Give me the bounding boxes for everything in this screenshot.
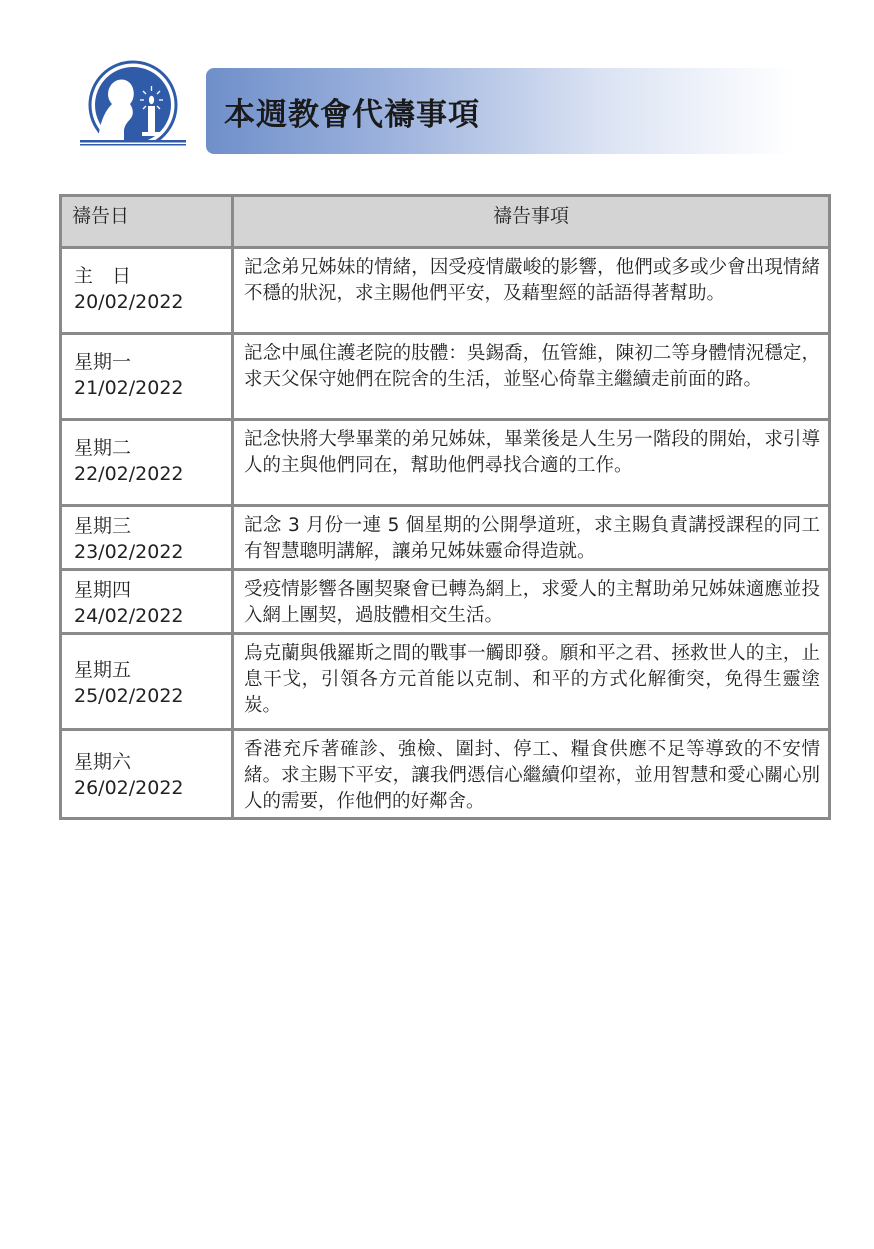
date-label: 23/02/2022 <box>74 541 184 563</box>
day-label: 星期五 <box>74 659 132 681</box>
table-row <box>62 571 831 635</box>
table-row <box>62 249 831 335</box>
table-header-row <box>62 197 831 249</box>
day-label: 星期一 <box>74 351 132 373</box>
church-logo-icon <box>78 60 188 146</box>
day-cell <box>62 731 234 820</box>
day-cell <box>62 635 234 731</box>
prayer-item: 記念中風住護老院的肢體：吳錫喬，伍管維，陳初二等身體情況穩定，求天父保守她們在院舍的生活，並堅心倚靠主繼續走前面的路。 <box>234 335 831 421</box>
date-label: 26/02/2022 <box>74 777 184 799</box>
table-row <box>62 335 831 421</box>
date-label: 22/02/2022 <box>74 463 184 485</box>
prayer-item: 受疫情影響各團契聚會已轉為網上，求愛人的主幫助弟兄姊妹適應並投入網上團契，過肢體相交生活。 <box>234 571 831 635</box>
prayer-item: 記念 3 月份一連 5 個星期的公開學道班，求主賜負責講授課程的同工有智慧聰明講解，讓弟兄姊妹靈命得造就。 <box>234 507 831 571</box>
prayer-item: 烏克蘭與俄羅斯之間的戰事一觸即發。願和平之君、拯救世人的主，止息干戈，引領各方元首能以克制、和平的方式化解衝突，免得生靈塗炭。 <box>234 635 831 731</box>
table-row <box>62 421 831 507</box>
day-cell <box>62 421 234 507</box>
day-label: 星期三 <box>74 515 132 537</box>
day-cell <box>62 335 234 421</box>
page-title: 本週教會代禱事項 <box>224 96 480 133</box>
day-cell <box>62 507 234 571</box>
date-label: 24/02/2022 <box>74 605 184 627</box>
column-header-day: 禱告日 <box>62 197 234 249</box>
column-header-item: 禱告事項 <box>234 197 831 249</box>
day-label: 星期四 <box>74 579 132 601</box>
prayer-item: 記念快將大學畢業的弟兄姊妹，畢業後是人生另一階段的開始，求引導人的主與他們同在，幫助他們尋找合適的工作。 <box>234 421 831 507</box>
title-banner <box>206 68 846 154</box>
date-label: 25/02/2022 <box>74 685 184 707</box>
table-row <box>62 507 831 571</box>
table-row <box>62 635 831 731</box>
day-label: 星期六 <box>74 751 132 773</box>
day-cell <box>62 249 234 335</box>
prayer-table <box>59 194 831 820</box>
day-cell <box>62 571 234 635</box>
day-label: 星期二 <box>74 437 132 459</box>
table-row <box>62 731 831 820</box>
date-label: 21/02/2022 <box>74 377 184 399</box>
prayer-item: 記念弟兄姊妹的情緒，因受疫情嚴峻的影響，他們或多或少會出現情緒不穩的狀況，求主賜他們平安，及藉聖經的話語得著幫助。 <box>234 249 831 335</box>
prayer-item: 香港充斥著確診、強檢、圍封、停工、糧食供應不足等導致的不安情緒。求主賜下平安，讓我們憑信心繼續仰望祢，並用智慧和愛心關心別人的需要，作他們的好鄰舍。 <box>234 731 831 820</box>
date-label: 20/02/2022 <box>74 291 184 313</box>
day-label: 主 日 <box>74 265 132 287</box>
